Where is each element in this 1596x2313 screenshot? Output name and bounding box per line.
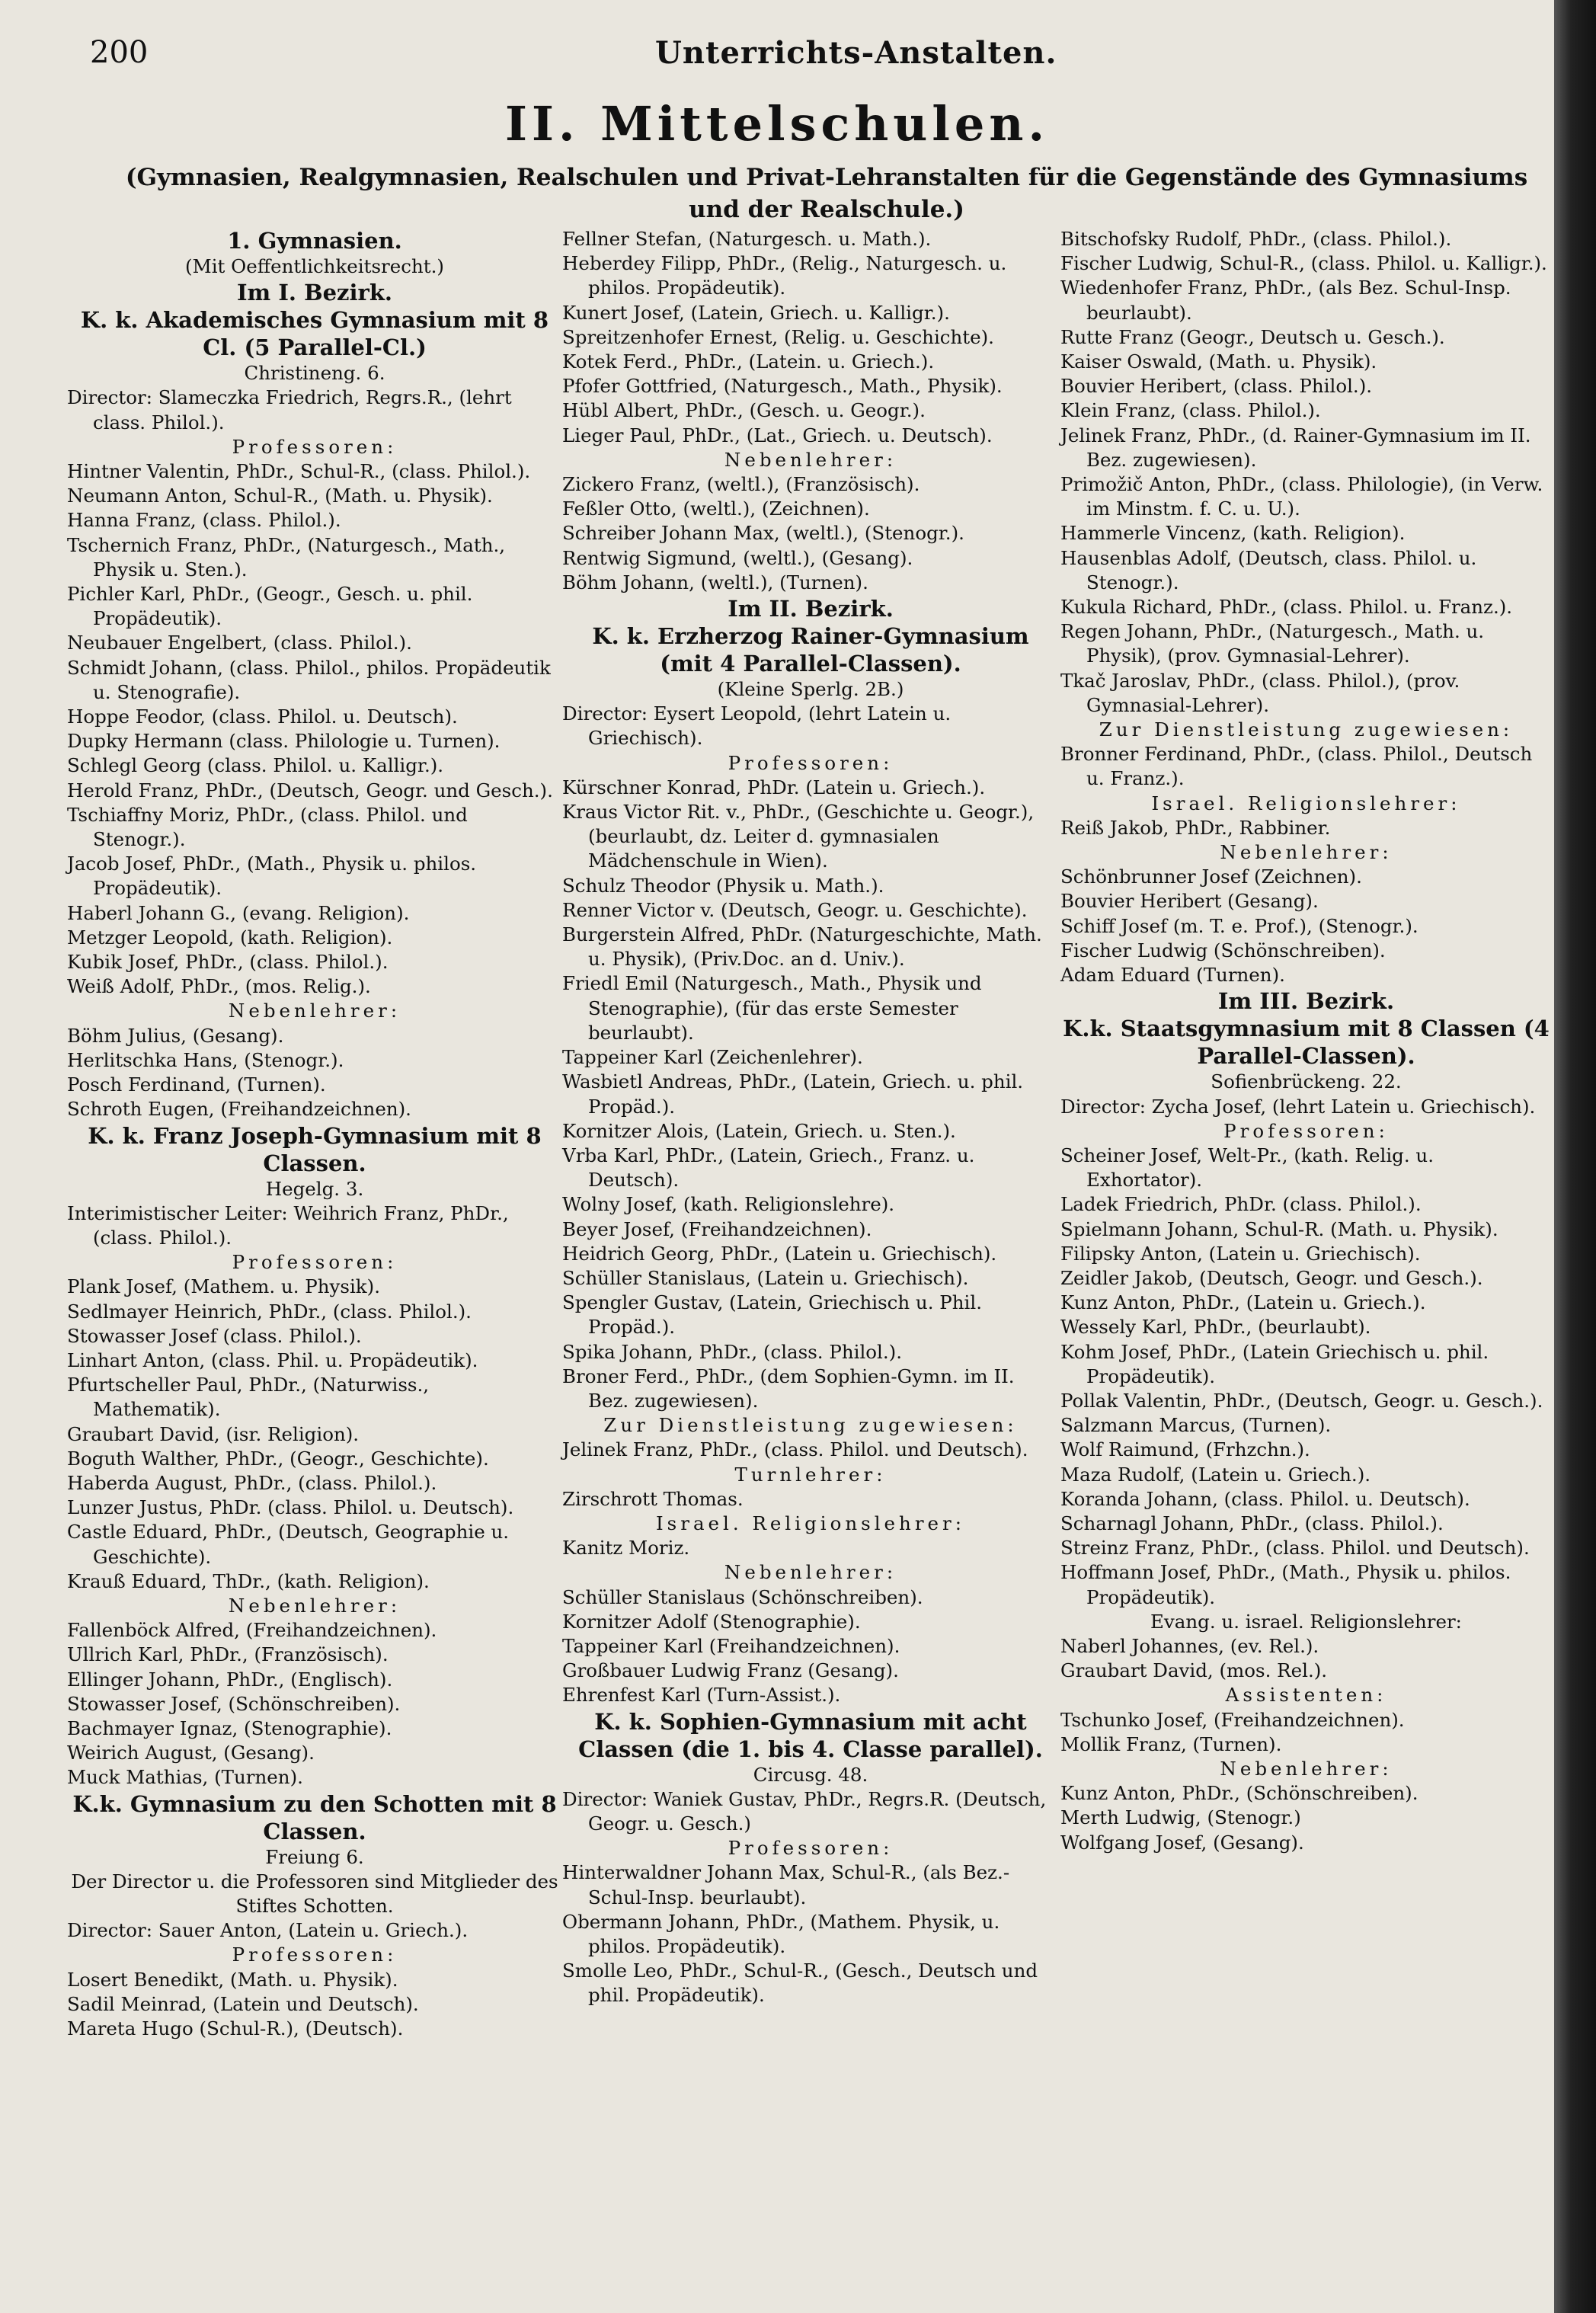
entry-line: Kornitzer Adolf (Stenographie). xyxy=(562,1610,861,1633)
entry-line: Wolny Josef, (kath. Religionslehre). xyxy=(562,1193,895,1216)
entry-line: Obermann Johann, PhDr., (Mathem. Physik, u. philos. Propädeutik). xyxy=(562,1910,1000,1957)
section-title: II. Mittelschulen. xyxy=(504,96,1050,152)
entry-line: Hanna Franz, (class. Philol.). xyxy=(67,509,341,532)
entry-line: Kraus Victor Rit. v., PhDr., (Geschichte u. Geogr.), (beurlaubt, dz. Leiter d. gymnasialen Mädchenschule in Wien). xyxy=(562,801,1035,872)
entry-line: Renner Victor v. (Deutsch, Geogr. u. Geschichte). xyxy=(562,898,1028,921)
text-column-middle xyxy=(562,227,1059,2008)
section-heading: Im II. Bezirk. xyxy=(728,596,894,622)
entry-line: Großbauer Ludwig Franz (Gesang). xyxy=(562,1659,899,1682)
section-heading: K.k. Staatsgymnasium mit 8 Classen (4 Parallel-Classen). xyxy=(1063,1016,1550,1070)
subheading: Professoren: xyxy=(728,1837,894,1860)
entry-line: Wasbietl Andreas, PhDr., (Latein, Griech. u. phil. Propäd.). xyxy=(562,1070,1024,1118)
entry-line: Hübl Albert, PhDr., (Gesch. u. Geogr.). xyxy=(562,399,926,422)
entry-line: Hoffmann Josef, PhDr., (Math., Physik u. philos. Propädeutik). xyxy=(1060,1561,1511,1608)
entry-line: Wolfgang Josef, (Gesang). xyxy=(1060,1831,1304,1854)
subheading: Evang. u. israel. Religionslehrer: xyxy=(1150,1610,1462,1633)
entry-line: Tschunko Josef, (Freihandzeichnen). xyxy=(1060,1708,1405,1731)
entry-line: Posch Ferdinand, (Turnen). xyxy=(67,1073,326,1096)
subheading: Freiung 6. xyxy=(265,1845,364,1868)
entry-line: Krauß Eduard, ThDr., (kath. Religion). xyxy=(67,1569,430,1592)
entry-line: Hammerle Vincenz, (kath. Religion). xyxy=(1060,522,1406,545)
entry-line: Regen Johann, PhDr., (Naturgesch., Math. u. Physik), (prov. Gymnasial-Lehrer). xyxy=(1060,620,1485,667)
subheading: Professoren: xyxy=(232,1943,398,1966)
entry-line: Lunzer Justus, PhDr. (class. Philol. u. Deutsch). xyxy=(67,1496,514,1519)
subheading: Christineng. 6. xyxy=(244,362,385,385)
entry-line: Bouvier Heribert (Gesang). xyxy=(1060,890,1319,913)
entry-line: Rutte Franz (Geogr., Deutsch u. Gesch.). xyxy=(1060,325,1445,348)
subheading: Nebenlehrer: xyxy=(724,448,897,471)
subheading: Professoren: xyxy=(232,1251,398,1274)
entry-line: Zickero Franz, (weltl.), (Französisch). xyxy=(562,473,920,496)
entry-line: Heidrich Georg, PhDr., (Latein u. Griechisch). xyxy=(562,1242,997,1265)
entry-line: Haberda August, PhDr., (class. Philol.). xyxy=(67,1471,437,1494)
entry-line: Hinterwaldner Johann Max, Schul-R., (als Bez.-Schul-Insp. beurlaubt). xyxy=(562,1861,1010,1908)
entry-line: Tkač Jaroslav, PhDr., (class. Philol.), (prov. Gymnasial-Lehrer). xyxy=(1060,669,1460,716)
entry-line: Schönbrunner Josef (Zeichnen). xyxy=(1060,865,1362,888)
entry-line: Schreiber Johann Max, (weltl.), (Stenogr.). xyxy=(562,522,964,545)
entry-line: Ladek Friedrich, PhDr. (class. Philol.). xyxy=(1060,1193,1422,1216)
entry-line: Maza Rudolf, (Latein u. Griech.). xyxy=(1060,1463,1371,1486)
entry-line: Bitschofsky Rudolf, PhDr., (class. Philol.). xyxy=(1060,228,1452,250)
entry-line: Salzmann Marcus, (Turnen). xyxy=(1060,1414,1332,1437)
entry-line: Kohm Josef, PhDr., (Latein Griechisch u. phil. Propädeutik). xyxy=(1060,1340,1489,1387)
entry-line: Director: Sauer Anton, (Latein u. Griech.). xyxy=(67,1919,469,1942)
entry-line: Wessely Karl, PhDr., (beurlaubt). xyxy=(1060,1316,1371,1339)
section-heading: K. k. Sophien-Gymnasium mit acht Classen (die 1. bis 4. Classe parallel). xyxy=(578,1708,1043,1762)
subheading: Sofienbrückeng. 22. xyxy=(1211,1070,1402,1093)
entry-line: Director: Zycha Josef, (lehrt Latein u. Griechisch). xyxy=(1060,1095,1536,1118)
subheading: Nebenlehrer: xyxy=(1220,841,1393,864)
subheading: Nebenlehrer: xyxy=(228,1000,401,1022)
subheading: (Kleine Sperlg. 2B.) xyxy=(717,678,904,701)
entry-line: Broner Ferd., PhDr., (dem Sophien-Gymn. im II. Bez. zugewiesen). xyxy=(562,1364,1015,1412)
section-heading: K. k. Akademisches Gymnasium mit 8 Cl. (5 Parallel-Cl.) xyxy=(80,307,549,361)
text-column-left xyxy=(67,227,562,2041)
section-heading: K. k. Franz Joseph-Gymnasium mit 8 Classen. xyxy=(88,1122,542,1176)
entry-line: Kaiser Oswald, (Math. u. Physik). xyxy=(1060,350,1377,373)
entry-line: Koranda Johann, (class. Philol. u. Deutsch). xyxy=(1060,1487,1470,1510)
entry-line: Stowasser Josef (class. Philol.). xyxy=(67,1324,362,1347)
entry-line: Fallenböck Alfred, (Freihandzeichnen). xyxy=(67,1619,437,1642)
subheading: Israel. Religionslehrer: xyxy=(655,1512,965,1534)
entry-line: Tschiaffny Moriz, PhDr., (class. Philol. und Stenogr.). xyxy=(67,803,468,851)
text-column-right xyxy=(1060,227,1552,1855)
entry-line: Haberl Johann G., (evang. Religion). xyxy=(67,901,410,924)
entry-line: Jelinek Franz, PhDr., (d. Rainer-Gymnasium im II. Bez. zugewiesen). xyxy=(1060,424,1531,471)
entry-line: Spengler Gustav, (Latein, Griechisch u. Phil. Propäd.). xyxy=(562,1291,983,1339)
entry-line: Spreitzenhofer Ernest, (Relig. u. Geschichte). xyxy=(562,325,994,348)
entry-line: Schüller Stanislaus (Schönschreiben). xyxy=(562,1585,923,1608)
entry-line: Primožič Anton, PhDr., (class. Philologie), (in Verw. im Minstm. f. C. u. U.). xyxy=(1060,473,1543,520)
subheading: Professoren: xyxy=(232,435,398,458)
subheading: Professoren: xyxy=(728,751,894,774)
entry-line: Graubart David, (isr. Religion). xyxy=(67,1422,360,1445)
entry-line: Naberl Johannes, (ev. Rel.). xyxy=(1060,1634,1319,1657)
subheading: Hegelg. 3. xyxy=(265,1177,364,1200)
subheading: Israel. Religionslehrer: xyxy=(1151,792,1461,814)
section-heading: Im I. Bezirk. xyxy=(236,280,393,306)
entry-line: Schüller Stanislaus, (Latein u. Griechisch). xyxy=(562,1266,969,1289)
entry-line: Schiff Josef (m. T. e. Prof.), (Stenogr.). xyxy=(1060,914,1418,937)
entry-line: Stowasser Josef, (Schönschreiben). xyxy=(67,1692,401,1715)
entry-line: Director: Slameczka Friedrich, Regrs.R., (lehrt class. Philol.). xyxy=(67,386,512,433)
entry-line: Zirschrott Thomas. xyxy=(562,1487,744,1510)
entry-line: Rentwig Sigmund, (weltl.), (Gesang). xyxy=(562,546,913,569)
entry-line: Jelinek Franz, PhDr., (class. Philol. und Deutsch). xyxy=(562,1438,1028,1461)
entry-line: Kukula Richard, PhDr., (class. Philol. u. Franz.). xyxy=(1060,596,1513,619)
entry-line: Neumann Anton, Schul-R., (Math. u. Physik). xyxy=(67,485,493,507)
entry-line: Wiedenhofer Franz, PhDr., (als Bez. Schul-Insp. beurlaubt). xyxy=(1060,277,1511,324)
entry-line: Tappeiner Karl (Zeichenlehrer). xyxy=(562,1046,863,1069)
entry-line: Kotek Ferd., PhDr., (Latein. u. Griech.). xyxy=(562,350,935,373)
entry-line: Losert Benedikt, (Math. u. Physik). xyxy=(67,1968,398,1991)
entry-line: Reiß Jakob, PhDr., Rabbiner. xyxy=(1060,816,1331,839)
entry-line: Plank Josef, (Mathem. u. Physik). xyxy=(67,1275,380,1298)
entry-line: Burgerstein Alfred, PhDr. (Naturgeschichte, Math. u. Physik), (Priv.Doc. an d. Univ.). xyxy=(562,923,1042,971)
entry-line: Tschernich Franz, PhDr., (Naturgesch., Math., Physik u. Sten.). xyxy=(67,533,506,581)
entry-line: Friedl Emil (Naturgesch., Math., Physik und Stenographie), (für das erste Semester beurlaubt). xyxy=(562,972,982,1044)
entry-line: Scharnagl Johann, PhDr., (class. Philol.). xyxy=(1060,1512,1444,1534)
entry-line: Herlitschka Hans, (Stenogr.). xyxy=(67,1048,344,1071)
subheading: Zur Dienstleistung zugewiesen: xyxy=(603,1414,1018,1437)
entry-line: Kunz Anton, PhDr., (Latein u. Griech.). xyxy=(1060,1291,1426,1314)
entry-line: Hintner Valentin, PhDr., Schul-R., (class. Philol.). xyxy=(67,460,531,483)
section-heading: K.k. Gymnasium zu den Schotten mit 8 Classen. xyxy=(72,1790,557,1844)
entry-line: Graubart David, (mos. Rel.). xyxy=(1060,1659,1328,1682)
entry-line: Hausenblas Adolf, (Deutsch, class. Philol. u. Stenogr.). xyxy=(1060,546,1477,593)
entry-line: Schulz Theodor (Physik u. Math.). xyxy=(562,874,884,897)
subheading: Nebenlehrer: xyxy=(228,1594,401,1617)
entry-line: Bouvier Heribert, (class. Philol.). xyxy=(1060,375,1373,398)
entry-line: Bronner Ferdinand, PhDr., (class. Philol., Deutsch u. Franz.). xyxy=(1060,743,1533,790)
entry-line: Linhart Anton, (class. Phil. u. Propädeutik). xyxy=(67,1348,478,1371)
entry-line: Smolle Leo, PhDr., Schul-R., (Gesch., Deutsch und phil. Propädeutik). xyxy=(562,1959,1038,2007)
entry-line: Pichler Karl, PhDr., (Geogr., Gesch. u. phil. Propädeutik). xyxy=(67,583,473,630)
entry-line: Interimistischer Leiter: Weihrich Franz, PhDr., (class. Philol.). xyxy=(67,1201,509,1249)
entry-line: Jacob Josef, PhDr., (Math., Physik u. philos. Propädeutik). xyxy=(67,853,477,900)
entry-line: Hoppe Feodor, (class. Philol. u. Deutsch). xyxy=(67,705,458,728)
page-edge-shadow xyxy=(1554,0,1596,2313)
entry-line: Fischer Ludwig, Schul-R., (class. Philol. u. Kalligr.). xyxy=(1060,252,1547,275)
entry-line: Böhm Julius, (Gesang). xyxy=(67,1024,284,1047)
section-subtitle: (Gymnasien, Realgymnasien, Realschulen und Privat-Lehranstalten für die Gegenstände des Gymnasiums und der Realschule.) xyxy=(125,164,1528,223)
entry-line: Filipsky Anton, (Latein u. Griechisch). xyxy=(1060,1242,1421,1265)
entry-line: Kubik Josef, PhDr., (class. Philol.). xyxy=(67,951,389,974)
entry-line: Klein Franz, (class. Philol.). xyxy=(1060,399,1321,422)
entry-line: Streinz Franz, PhDr., (class. Philol. und Deutsch). xyxy=(1060,1537,1530,1560)
entry-line: Weiß Adolf, PhDr., (mos. Relig.). xyxy=(67,975,371,998)
subheading: Circusg. 48. xyxy=(753,1763,868,1786)
entry-line: Böhm Johann, (weltl.), (Turnen). xyxy=(562,571,868,593)
entry-line: Castle Eduard, PhDr., (Deutsch, Geographie u. Geschichte). xyxy=(67,1521,510,1568)
running-head: Unterrichts-Anstalten. xyxy=(655,35,1057,71)
entry-line: Spielmann Johann, Schul-R. (Math. u. Physik). xyxy=(1060,1217,1498,1240)
entry-line: Weirich August, (Gesang). xyxy=(67,1742,315,1764)
entry-line: Merth Ludwig, (Stenogr.) xyxy=(1060,1806,1301,1829)
entry-line: Mareta Hugo (Schul-R.), (Deutsch). xyxy=(67,2017,404,2039)
entry-line: Sedlmayer Heinrich, PhDr., (class. Philol.). xyxy=(67,1300,472,1323)
entry-line: Ellinger Johann, PhDr., (Englisch). xyxy=(67,1668,393,1691)
entry-line: Neubauer Engelbert, (class. Philol.). xyxy=(67,632,412,654)
entry-line: Ehrenfest Karl (Turn-Assist.). xyxy=(562,1684,841,1707)
entry-line: Sadil Meinrad, (Latein und Deutsch). xyxy=(67,1992,419,2015)
entry-line: Lieger Paul, PhDr., (Lat., Griech. u. Deutsch). xyxy=(562,424,993,446)
entry-line: Schroth Eugen, (Freihandzeichnen). xyxy=(67,1098,411,1121)
entry-line: Wolf Raimund, (Frhzchn.). xyxy=(1060,1438,1310,1461)
entry-line: Tappeiner Karl (Freihandzeichnen). xyxy=(562,1634,900,1657)
page-number: 200 xyxy=(90,35,149,70)
entry-line: Boguth Walther, PhDr., (Geogr., Geschichte). xyxy=(67,1447,489,1470)
entry-line: Metzger Leopold, (kath. Religion). xyxy=(67,926,393,949)
entry-line: Fischer Ludwig (Schönschreiben). xyxy=(1060,939,1386,961)
entry-line: Kunert Josef, (Latein, Griech. u. Kalligr.). xyxy=(562,301,950,324)
entry-line: Heberdey Filipp, PhDr., (Relig., Naturgesch. u. philos. Propädeutik). xyxy=(562,252,1007,299)
entry-line: Mollik Franz, (Turnen). xyxy=(1060,1732,1282,1755)
entry-line: Kanitz Moriz. xyxy=(562,1537,690,1560)
section-heading: Im III. Bezirk. xyxy=(1217,988,1395,1015)
entry-line: Spika Johann, PhDr., (class. Philol.). xyxy=(562,1340,903,1363)
subheading: Zur Dienstleistung zugewiesen: xyxy=(1099,718,1514,741)
subheading: Nebenlehrer: xyxy=(724,1561,897,1584)
entry-line: Vrba Karl, PhDr., (Latein, Griech., Franz. u. Deutsch). xyxy=(562,1144,975,1192)
entry-line: Herold Franz, PhDr., (Deutsch, Geogr. und Gesch.). xyxy=(67,779,553,801)
subheading: Professoren: xyxy=(1223,1119,1389,1142)
entry-line: Kornitzer Alois, (Latein, Griech. u. Sten.). xyxy=(562,1119,956,1142)
entry-line: Pollak Valentin, PhDr., (Deutsch, Geogr. u. Gesch.). xyxy=(1060,1389,1543,1412)
subheading: Nebenlehrer: xyxy=(1220,1757,1393,1780)
entry-line: Schlegl Georg (class. Philol. u. Kalligr.). xyxy=(67,754,444,777)
entry-line: Kürschner Konrad, PhDr. (Latein u. Griech.). xyxy=(562,776,986,798)
entry-line: Ullrich Karl, PhDr., (Französisch). xyxy=(67,1643,389,1666)
entry-line: Director: Eysert Leopold, (lehrt Latein u. Griechisch). xyxy=(562,702,952,750)
entry-line: Pfurtscheller Paul, PhDr., (Naturwiss., Mathematik). xyxy=(67,1374,430,1421)
subheading: Turnlehrer: xyxy=(734,1463,887,1486)
entry-line: Kunz Anton, PhDr., (Schönschreiben). xyxy=(1060,1782,1418,1805)
entry-line: Fellner Stefan, (Naturgesch. u. Math.). xyxy=(562,228,932,250)
subheading: Assistenten: xyxy=(1225,1684,1387,1707)
entry-line: Pfofer Gottfried, (Naturgesch., Math., Physik). xyxy=(562,375,1003,398)
section-heading: K. k. Erzherzog Rainer-Gymnasium (mit 4 Parallel-Classen). xyxy=(592,623,1029,677)
entry-line: Muck Mathias, (Turnen). xyxy=(67,1766,303,1789)
entry-line: Beyer Josef, (Freihandzeichnen). xyxy=(562,1217,872,1240)
section-heading: 1. Gymnasien. xyxy=(227,228,402,254)
subheading: (Mit Oeffentlichkeitsrecht.) xyxy=(185,255,444,277)
entry-line: Dupky Hermann (class. Philologie u. Turnen). xyxy=(67,730,501,753)
entry-line: Director: Waniek Gustav, PhDr., Regrs.R. (Deutsch, Geogr. u. Gesch.) xyxy=(562,1787,1047,1835)
entry-line: Feßler Otto, (weltl.), (Zeichnen). xyxy=(562,497,870,520)
subheading: Der Director u. die Professoren sind Mitglieder des Stiftes Schotten. xyxy=(71,1870,558,1917)
entry-line: Scheiner Josef, Welt-Pr., (kath. Relig. u. Exhortator). xyxy=(1060,1144,1434,1192)
entry-line: Schmidt Johann, (class. Philol., philos. Propädeutik u. Stenografie). xyxy=(67,656,551,703)
entry-line: Adam Eduard (Turnen). xyxy=(1060,964,1285,987)
entry-line: Bachmayer Ignaz, (Stenographie). xyxy=(67,1716,392,1739)
entry-line: Zeidler Jakob, (Deutsch, Geogr. und Gesch.). xyxy=(1060,1266,1483,1289)
